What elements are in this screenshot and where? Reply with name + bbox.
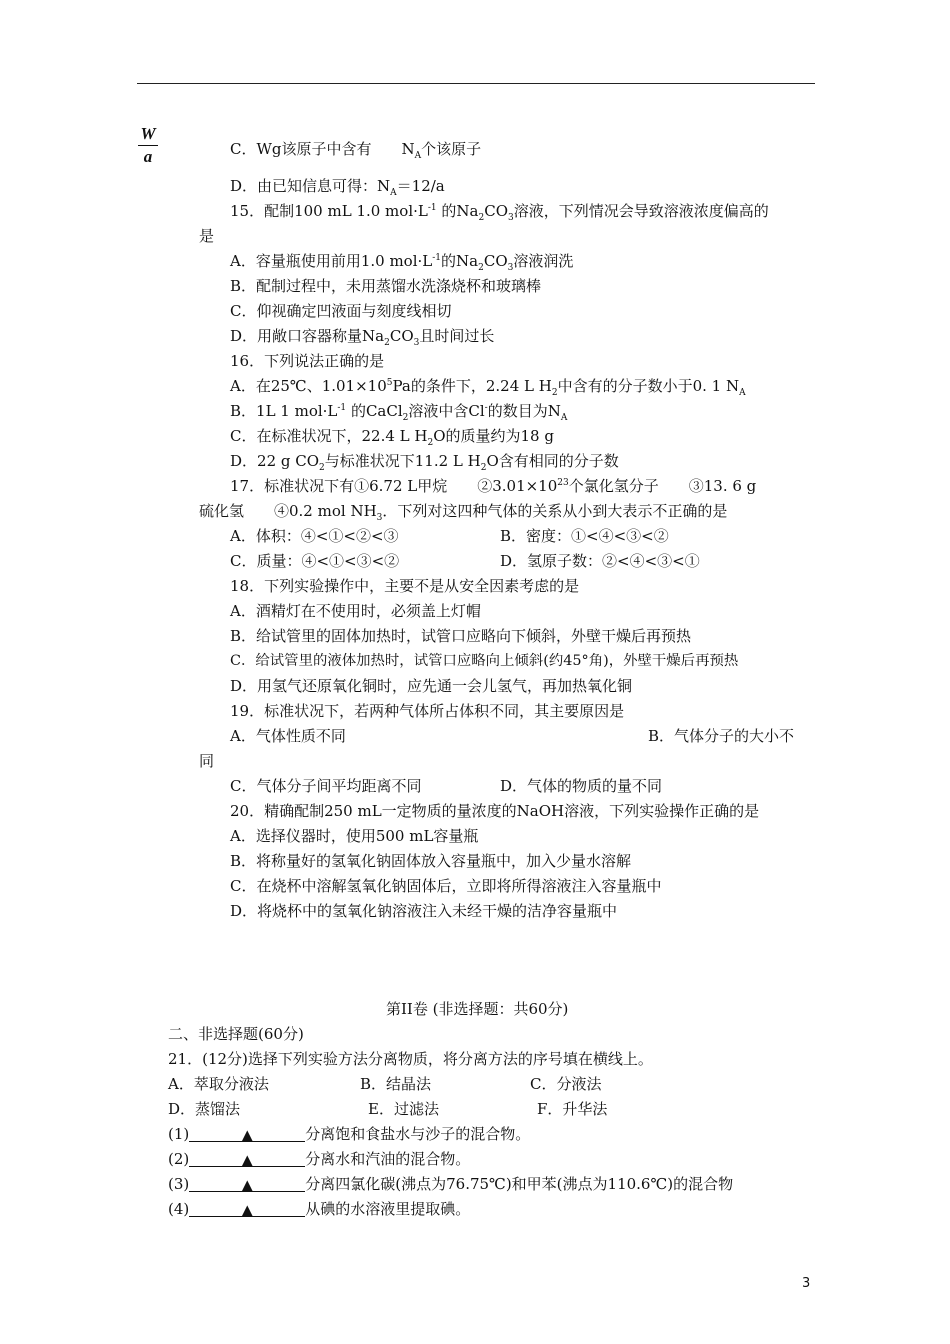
q18-option-d: D．用氢气还原氧化铜时，应先通一会儿氢气，再加热氧化铜 — [230, 677, 633, 695]
q14-option-d: D．由已知信息可得：$N_A=12/a$ — [230, 177, 445, 198]
answer-blank-1[interactable]: ▲ — [189, 1125, 305, 1142]
q16-option-b: B．1L 1 $mol\cdot L^{-1}$ 的CaCl$_2$溶液中含Cl-的数目为$N_A$ — [230, 402, 568, 423]
header-rule — [137, 83, 815, 84]
q20-option-c: C．在烧杯中溶解氢氧化钠固体后，立即将所得溶液注入容量瓶中 — [230, 877, 662, 895]
q14-option-c: C．Wg该原子中含有 $N_A$个该原子 — [230, 140, 482, 161]
q15-option-d: D．用敞口容器称量$Na_2CO_3$且时间过长 — [230, 327, 495, 348]
q17-option-c: C．质量：④<①<③<② — [230, 552, 400, 570]
fraction-bar — [138, 145, 158, 146]
q21-option-f: F．升华法 — [537, 1100, 608, 1118]
q18-option-b: B．给试管里的固体加热时，试管口应略向下倾斜，外壁干燥后再预热 — [230, 627, 692, 645]
q19-option-a: A．气体性质不同 — [230, 727, 346, 745]
q15-option-b: B．配制过程中，未用蒸馏水洗涤烧杯和玻璃棒 — [230, 277, 542, 295]
q21-option-d: D．蒸馏法 — [168, 1100, 241, 1118]
q17-option-a: A．体积：④<①<②<③ — [230, 527, 399, 545]
q21-item-1: (1) ▲ 分离饱和食盐水与沙子的混合物。 — [168, 1125, 531, 1144]
q15-stem: 15．配制100 mL 1.0 $mol\cdot L^{-1}$ 的$Na_2CO_3$溶液，下列情况会导致溶液浓度偏高的 — [230, 202, 769, 223]
q15-option-c: C．仰视确定凹液面与刻度线相切 — [230, 302, 452, 320]
q21-item-4: (4) ▲ 从碘的水溶液里提取碘。 — [168, 1200, 471, 1219]
q21-stem: 21．(12分)选择下列实验方法分离物质，将分离方法的序号填在横线上。 — [168, 1050, 653, 1068]
q16-option-c: C．在标准状况下，22.4 L $H_2O$的质量约为18 g — [230, 427, 554, 448]
q19-option-d: D．气体的物质的量不同 — [500, 777, 663, 795]
q20-option-b: B．将称量好的氢氧化钠固体放入容量瓶中，加入少量水溶解 — [230, 852, 632, 870]
q16-option-d: D．22 g $CO_2$与标准状况下11.2 L $H_2O$含有相同的分子数 — [230, 452, 619, 473]
q20-option-d: D．将烧杯中的氢氧化钠溶液注入未经干燥的洁净容量瓶中 — [230, 902, 618, 920]
q16-stem: 16．下列说法正确的是 — [230, 352, 385, 370]
q21-item-2: (2) ▲ 分离水和汽油的混合物。 — [168, 1150, 471, 1169]
q17-stem-continued: 硫化氢 ④0.2 mol $NH_3$．下列对这四种气体的关系从小到大表示不正确的是 — [199, 502, 728, 523]
q18-option-a: A．酒精灯在不使用时，必须盖上灯帽 — [230, 602, 481, 620]
section-heading: 二、非选择题(60分) — [168, 1025, 304, 1043]
q19-option-c: C．气体分子间平均距离不同 — [230, 777, 422, 795]
q19-option-b: B．气体分子的大小不 — [648, 727, 795, 745]
page-number: 3 — [802, 1276, 811, 1291]
q20-stem: 20．精确配制250 mL一定物质的量浓度的NaOH溶液，下列实验操作正确的是 — [230, 802, 760, 820]
q19-option-b-continued: 同 — [199, 752, 215, 770]
q15-stem-continued: 是 — [199, 227, 215, 245]
q16-option-a: A．在25℃、$1.01\times 10^5Pa$的条件下，2.24 L $H_2$中含有的分子数小于0. 1 $N_A$ — [230, 377, 746, 398]
q19-stem: 19．标准状况下，若两种气体所占体积不同，其主要原因是 — [230, 702, 625, 720]
q21-option-a: A．萃取分液法 — [168, 1075, 269, 1093]
fraction-numerator: W — [140, 124, 156, 143]
q21-option-c: C．分液法 — [530, 1075, 602, 1093]
answer-blank-2[interactable]: ▲ — [189, 1150, 305, 1167]
q21-option-b: B．结晶法 — [360, 1075, 432, 1093]
fraction-w-over-a — [137, 124, 159, 167]
q18-stem: 18．下列实验操作中，主要不是从安全因素考虑的是 — [230, 577, 580, 595]
part2-title: 第II卷 (非选择题：共60分) — [386, 1000, 569, 1018]
q17-stem: 17．标准状况下有①6.72 L甲烷 $②3.01\times 10^{23}$个氯化氢分子 ③13. 6 g — [230, 477, 757, 495]
q21-item-3: (3) ▲ 分离四氯化碳(沸点为76.75℃)和甲苯(沸点为110.6℃)的混合物 — [168, 1175, 734, 1194]
q17-option-d: D．氢原子数：②<④<③<① — [500, 552, 700, 570]
answer-blank-3[interactable]: ▲ — [189, 1175, 305, 1192]
q21-option-e: E．过滤法 — [368, 1100, 439, 1118]
q20-option-a: A．选择仪器时，使用500 mL容量瓶 — [230, 827, 479, 845]
q18-option-c: C．给试管里的液体加热时，试管口应略向上倾斜(约45°角)，外壁干燥后再预热 — [230, 653, 739, 669]
answer-blank-4[interactable]: ▲ — [189, 1200, 305, 1217]
fraction-denominator: a — [143, 147, 153, 166]
q15-option-a: A．容量瓶使用前用1.0 $mol\cdot L^{-1}$的$Na_2CO_3$溶液润洗 — [230, 252, 574, 273]
q17-option-b: B．密度：①<④<③<② — [500, 527, 669, 545]
